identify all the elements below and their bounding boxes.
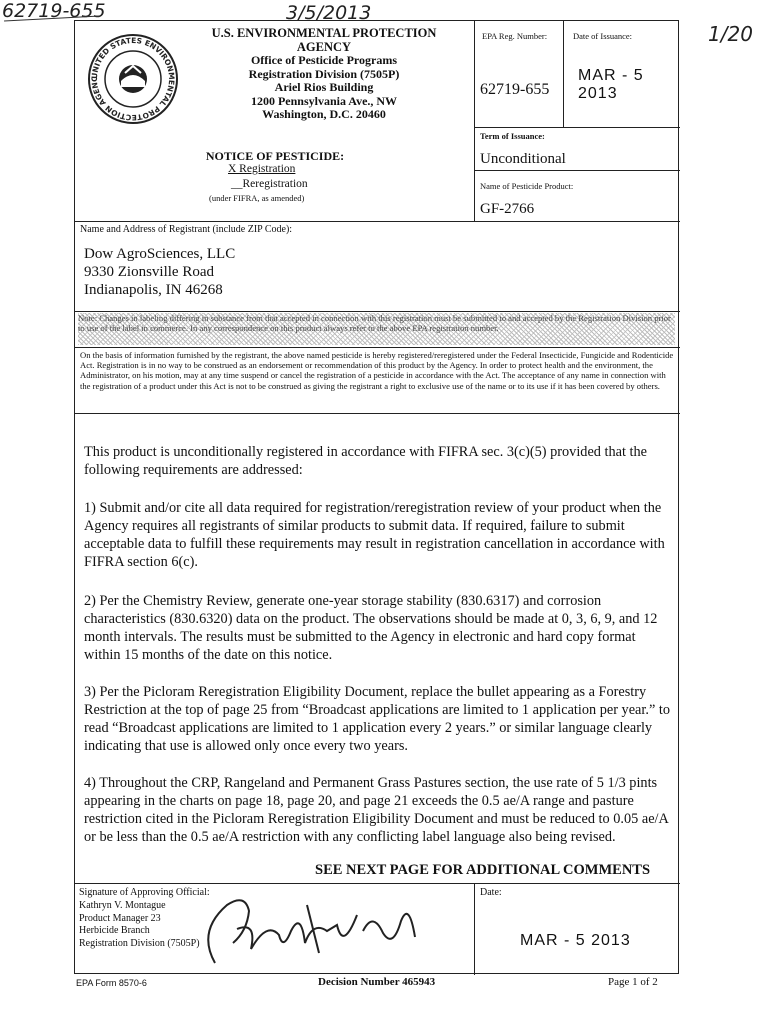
registration-form bbox=[74, 20, 679, 974]
registrant-label: Name and Address of Registrant (include ZIP Code): bbox=[80, 224, 293, 235]
registrant-address: Dow AgroSciences, LLC 9330 Zionsville Road Indianapolis, IN 46268 bbox=[84, 246, 236, 298]
requirement-3: 3) Per the Picloram Reregistration Eligibility Document, replace the bullet appearing as a Forestry Restriction at the top of page 25 from “Broadcast applications are limited to 1 application per year.” to read “Broadcast applications are limited to 1 application every 2 years.” or similar language clearly indicating that use is allowed only once every two years. bbox=[84, 684, 670, 754]
reregistration-checkbox: __Reregistration bbox=[231, 178, 308, 190]
registration-checkbox: X Registration bbox=[228, 163, 296, 175]
handwritten-date: 3/5/2013 bbox=[286, 2, 372, 24]
date-issuance-label: Date of Issuance: bbox=[573, 31, 633, 41]
decision-number: Decision Number 465943 bbox=[318, 976, 436, 988]
handwritten-reg-number: 62719-655 bbox=[2, 0, 106, 22]
intro-paragraph: This product is unconditionally registered in accordance with FIFRA sec. 3(c)(5) provided that the following requirements are addressed: bbox=[84, 444, 647, 478]
agency-header: U.S. ENVIRONMENTAL PROTECTION AGENCY Office of Pesticide Programs Registration Division (7505P) Ariel Rios Building 1200 Pennsylvania Ave., NW Washington, D.C. 20460 bbox=[211, 26, 437, 121]
signature-date-label: Date: bbox=[480, 887, 502, 898]
legal-statement: On the basis of information furnished by the registrant, the above named pesticide is hereby registered/reregistered under the Federal Insecticide, Fungicide and Rodenticide Act. Registration is in no way to be construed as an endorsement or recommendation of this product by the Agency. In order to protect health and the environment, the Administrator, on his motion, may at any time suspend or cancel the registration of a pesticide in accordance with the Act. The acceptance of any name in connection with the registration of a product under this Act is not to be construed as giving the registrant a right to exclusive use of the name or to its use if it has been covered by others. bbox=[80, 350, 674, 391]
requirement-2: 2) Per the Chemistry Review, generate one-year storage stability (830.6317) and corrosion characteristics (830.6320) data on the product. The observations should be made at 0, 3, 6, 9, and 12 month intervals. The results must be submitted to the Agency in electronic and hard copy format within 15 months of the date on this notice. bbox=[84, 593, 658, 663]
term-value: Unconditional bbox=[480, 151, 566, 167]
signature-date-stamp: MAR - 5 2013 bbox=[520, 932, 631, 949]
signature-label: Signature of Approving Official: bbox=[79, 887, 210, 898]
see-next-page: SEE NEXT PAGE FOR ADDITIONAL COMMENTS bbox=[315, 862, 651, 878]
requirement-1: 1) Submit and/or cite all data required for registration/reregistration review of your product when the Agency requires all registrants of similar products to submit data. If required, failure to submit acceptable data to fulfill these requirements may result in registration cancellation in accordance with FIFRA section 6(c). bbox=[84, 500, 665, 570]
date-issuance-stamp: MAR - 5 2013 bbox=[578, 67, 644, 102]
signer-details: Kathryn V. Montague Product Manager 23 Herbicide Branch Registration Division (7505P) bbox=[79, 900, 200, 949]
term-label: Term of Issuance: bbox=[480, 131, 545, 141]
product-name-label: Name of Pesticide Product: bbox=[480, 181, 574, 191]
epa-reg-label: EPA Reg. Number: bbox=[482, 31, 548, 41]
notice-title: NOTICE OF PESTICIDE: bbox=[205, 149, 345, 163]
form-number: EPA Form 8570-6 bbox=[76, 978, 147, 988]
epa-reg-number: 62719-655 bbox=[480, 81, 550, 98]
handwritten-page-mark: 1/20 bbox=[708, 22, 753, 46]
epa-seal bbox=[87, 33, 179, 125]
page-indicator: Page 1 of 2 bbox=[608, 976, 658, 988]
handwritten-signature bbox=[187, 891, 427, 967]
requirement-4: 4) Throughout the CRP, Rangeland and Permanent Grass Pastures section, the use rate of 5 1/3 pints appearing in the charts on page 18, page 20, and page 21 exceeds the 0.5 ae/A range and pasture restriction cited in the Picloram Reregistration Eligibility Document and must be reduced to 0.05 ae/A or be less than the 0.5 ae/A restriction with any conflicting label language also being revised. bbox=[84, 775, 669, 845]
labeling-note: Note: Changes in labeling differing in substance from that accepted in connection with this registration must be submitted to and accepted by the Registration Division prior to use of the label in commerce. In any correspondence on this product always refer to the above EPA registration number. bbox=[78, 313, 675, 345]
fifra-note: (under FIFRA, as amended) bbox=[209, 193, 305, 203]
svg-text:UNITED STATES ENVIRONMENTAL PR: UNITED STATES ENVIRONMENTAL PROTECTION AGENC bbox=[89, 35, 177, 123]
product-name-value: GF-2766 bbox=[480, 201, 535, 217]
